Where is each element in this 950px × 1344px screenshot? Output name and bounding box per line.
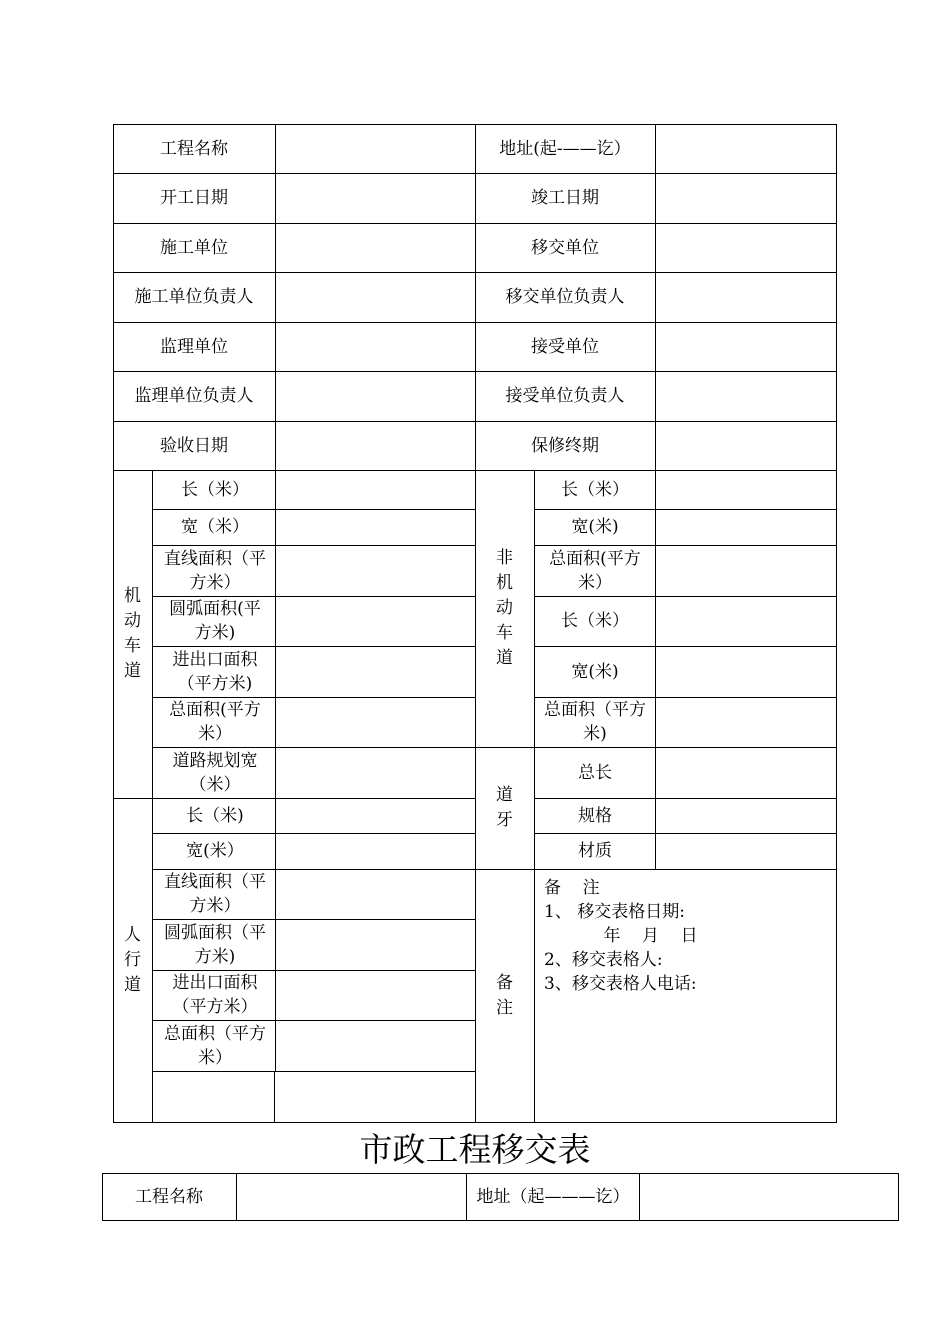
label-warranty-end: 保修终期 [531, 435, 599, 456]
non-motor-total-area-2: 总面积（平方米) [544, 700, 646, 744]
group-non-motor-lane: 非 机 动 车 道 [496, 548, 513, 668]
label-supervision-unit-head: 监理单位负责人 [134, 386, 254, 406]
page2-label-project-name: 工程名称 [135, 1187, 203, 1207]
label-supervision-unit: 监理单位 [160, 336, 228, 357]
remarks-line-date: 1、 移交表格日期: [544, 902, 685, 922]
remarks-line-ymd: 年 月 日 [544, 926, 698, 946]
label-handover-unit-head: 移交单位负责人 [505, 287, 625, 307]
group-sidewalk: 人 行 道 [124, 924, 141, 995]
label-start-date: 开工日期 [160, 188, 228, 208]
label-handover-unit: 移交单位 [531, 237, 599, 258]
non-motor-length: 长（米） [561, 479, 629, 500]
motor-lane-arc-area: 圆弧面积(平方米) [169, 599, 261, 643]
sidewalk-width: 宽(米） [186, 841, 244, 861]
label-address: 地址(起-——讫） [499, 138, 631, 159]
non-motor-length-2: 长（米） [561, 611, 629, 631]
label-receiving-unit-head: 接受单位负责人 [505, 386, 625, 406]
group-remarks: 备 注 [496, 972, 513, 1018]
non-motor-width-2: 宽(米) [571, 661, 619, 682]
sidewalk-entrance-area: 进出口面积（平方米） [172, 973, 258, 1017]
label-construction-unit: 施工单位 [160, 237, 228, 258]
label-completion-date: 竣工日期 [531, 188, 599, 208]
remarks-heading: 备 注 [544, 878, 600, 898]
label-acceptance-date: 验收日期 [160, 435, 228, 456]
motor-lane-planned-width: 道路规划宽（米） [172, 750, 258, 795]
remarks-line-phone: 3、移交表格人电话: [544, 974, 697, 994]
label-construction-unit-head: 施工单位负责人 [134, 287, 254, 307]
motor-lane-total-area: 总面积(平方米） [169, 700, 261, 744]
sidewalk-straight-area: 直线面积（平方米） [164, 872, 266, 916]
sidewalk-total-area: 总面积（平方米） [164, 1023, 266, 1068]
page-title: 市政工程移交表 [359, 1130, 591, 1169]
motor-lane-width: 宽（米） [181, 517, 249, 537]
non-motor-total-area: 总面积(平方米） [549, 548, 641, 593]
sidewalk-arc-area: 圆弧面积（平方米) [164, 922, 266, 967]
label-project-name: 工程名称 [160, 138, 228, 159]
non-motor-width: 宽(米) [571, 517, 619, 537]
remarks-content [544, 876, 834, 996]
handover-form-page2 [102, 1173, 899, 1221]
curb-total-length: 总长 [578, 762, 612, 783]
curb-material: 材质 [578, 841, 612, 861]
group-curb: 道 牙 [496, 785, 513, 830]
handover-form-page1 [113, 124, 837, 1123]
group-motor-lane: 机 动 车 道 [124, 586, 141, 681]
motor-lane-straight-area: 直线面积（平方米） [164, 548, 266, 593]
motor-lane-length: 长（米） [181, 479, 249, 500]
sidewalk-length: 长（米) [186, 805, 244, 826]
page2-label-address: 地址（起———讫） [476, 1187, 630, 1207]
motor-lane-entrance-area: 进出口面积（平方米) [172, 649, 258, 694]
remarks-line-person: 2、移交表格人: [544, 950, 663, 970]
curb-spec: 规格 [578, 805, 612, 826]
label-receiving-unit: 接受单位 [531, 336, 599, 357]
